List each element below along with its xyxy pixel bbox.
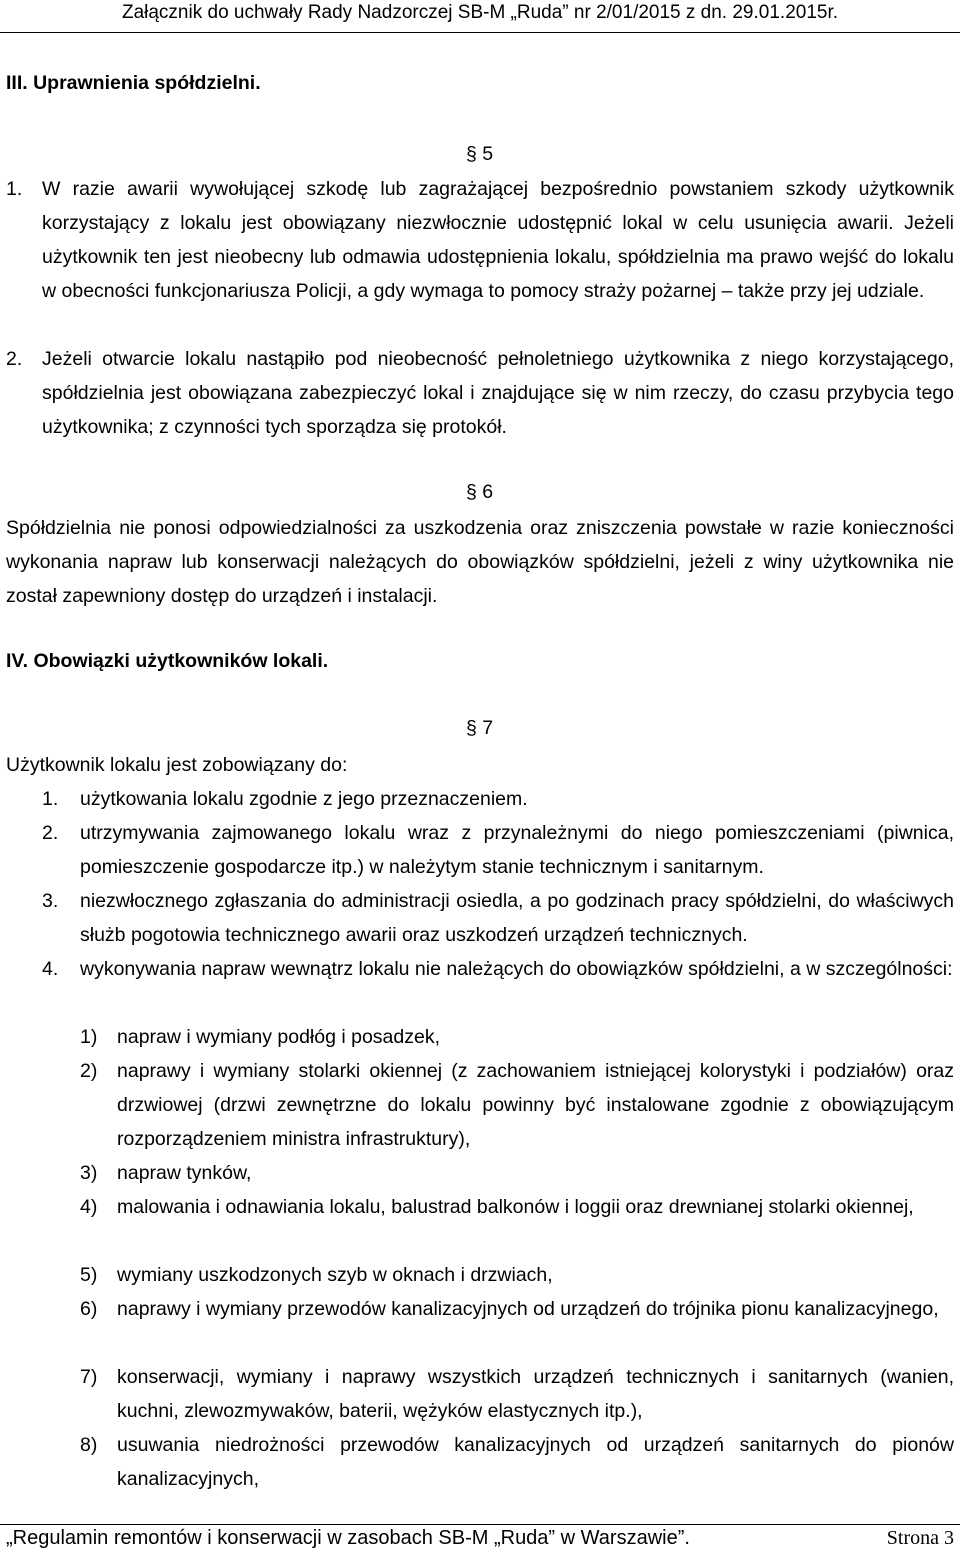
- list-item: [42, 816, 954, 884]
- paragraph-6-sign: § 6: [466, 481, 494, 503]
- page-number: Strona 3: [886, 1527, 954, 1549]
- sub-list-item: [80, 1156, 954, 1190]
- sub-list-item: [80, 1258, 954, 1292]
- sub-list-item-text: konserwacji, wymiany i naprawy wszystkich urządzeń technicznych i sanitarnych (wanien, kuchni, zlewozmywaków, baterii, wężyków elastycznych itp.),: [117, 1366, 954, 1422]
- section-3-heading: III. Uprawnienia spółdzielni.: [6, 72, 261, 94]
- paragraph-7-intro: Użytkownik lokalu jest zobowiązany do:: [6, 754, 348, 776]
- sub-list-item-number: 3): [80, 1162, 98, 1184]
- list-item: [6, 342, 954, 444]
- sub-list-item-number: 5): [80, 1264, 98, 1286]
- list-item-number: 1.: [42, 788, 59, 810]
- list-item-text: W razie awarii wywołującej szkodę lub zagrażającej bezpośrednio powstaniem szkody użytkownik korzystający z lokalu jest obowiązany niezwłocznie udostępnić lokal w celu usunięcia awarii. Jeżeli użytkownik ten jest nieobecny lub odmawia udostępnienia lokalu, spółdzielnia ma prawo wejść do lokalu w obecności funkcjonariusza Policji, a gdy wymaga to pomocy straży pożarnej – także przy jej udziale.: [42, 178, 954, 302]
- sub-list-item-text: usuwania niedrożności przewodów kanalizacyjnych od urządzeń sanitarnych do pionów kanalizacyjnych,: [117, 1434, 954, 1490]
- list-item-number: 2.: [42, 822, 59, 844]
- list-item-number: 4.: [42, 958, 59, 980]
- list-item: [6, 172, 954, 308]
- section-4-heading: IV. Obowiązki użytkowników lokali.: [6, 650, 329, 672]
- footer-title: „Regulamin remontów i konserwacji w zasobach SB-M „Ruda” w Warszawie”.: [6, 1527, 690, 1549]
- list-item-number: 1.: [6, 178, 23, 200]
- list-item-number: 2.: [6, 348, 23, 370]
- list-item-text: wykonywania napraw wewnątrz lokalu nie należących do obowiązków spółdzielni, a w szczególności:: [80, 958, 953, 980]
- list-item: [42, 952, 954, 986]
- list-item-text: Jeżeli otwarcie lokalu nastąpiło pod nieobecność pełnoletniego użytkownika z niego korzystającego, spółdzielnia jest obowiązana zabezpieczyć lokal i znajdujące się w nim rzeczy, do czasu przybycia tego użytkownika; z czynności tych sporządza się protokół.: [42, 348, 954, 438]
- sub-list-item-text: napraw tynków,: [117, 1162, 252, 1184]
- sub-list-item-text: naprawy i wymiany stolarki okiennej (z zachowaniem istniejącej kolorystyki i podziałów) oraz drzwiowej (drzwi zewnętrzne do lokalu powinny być instalowane zgodnie z obowiązującym rozporządzeniem ministra infrastruktury),: [117, 1060, 954, 1150]
- sub-list-item: [80, 1020, 954, 1054]
- sub-list-item-text: malowania i odnawiania lokalu, balustrad balkonów i loggii oraz drewnianej stolarki okiennej,: [117, 1196, 914, 1218]
- list-item-text: niezwłocznego zgłaszania do administracji osiedla, a po godzinach pracy spółdzielni, do właściwych służb pogotowia technicznego awarii oraz uszkodzeń urządzeń technicznych.: [80, 890, 954, 946]
- paragraph-5-sign: § 5: [466, 143, 494, 165]
- list-item: [42, 884, 954, 952]
- sub-list-item: [80, 1292, 954, 1326]
- list-item-text: utrzymywania zajmowanego lokalu wraz z przynależnymi do niego pomieszczeniami (piwnica, pomieszczenie gospodarcze itp.) w należytym stanie technicznym i sanitarnym.: [80, 822, 954, 878]
- sub-list-item-number: 4): [80, 1196, 98, 1218]
- sub-list-item-text: wymiany uszkodzonych szyb w oknach i drzwiach,: [117, 1264, 553, 1286]
- sub-list-item-text: naprawy i wymiany przewodów kanalizacyjnych od urządzeń do trójnika pionu kanalizacyjnego,: [117, 1298, 939, 1320]
- list-item-text: użytkowania lokalu zgodnie z jego przeznaczeniem.: [80, 788, 528, 810]
- paragraph-7-sign: § 7: [466, 717, 494, 739]
- footer-divider: [0, 1524, 960, 1525]
- sub-list-item: [80, 1428, 954, 1496]
- sub-list-item-number: 2): [80, 1060, 98, 1082]
- document-header: Załącznik do uchwały Rady Nadzorczej SB-M „Ruda” nr 2/01/2015 z dn. 29.01.2015r.: [121, 2, 839, 23]
- paragraph-6-text: Spółdzielnia nie ponosi odpowiedzialności za uszkodzenia oraz zniszczenia powstałe w razie konieczności wykonania napraw lub konserwacji należących do obowiązków spółdzielni, jeżeli z winy użytkownika nie został zapewniony dostęp do urządzeń i instalacji.: [6, 517, 954, 607]
- sub-list-item-number: 1): [80, 1026, 98, 1048]
- list-item-number: 3.: [42, 890, 59, 912]
- header-divider: [0, 32, 960, 33]
- sub-list-item: [80, 1054, 954, 1156]
- sub-list-item-text: napraw i wymiany podłóg i posadzek,: [117, 1026, 441, 1048]
- list-item: [42, 782, 954, 816]
- sub-list-item: [80, 1190, 954, 1224]
- sub-list-item-number: 6): [80, 1298, 98, 1320]
- sub-list-item-number: 7): [80, 1366, 98, 1388]
- sub-list-item: [80, 1360, 954, 1428]
- sub-list-item-number: 8): [80, 1434, 98, 1456]
